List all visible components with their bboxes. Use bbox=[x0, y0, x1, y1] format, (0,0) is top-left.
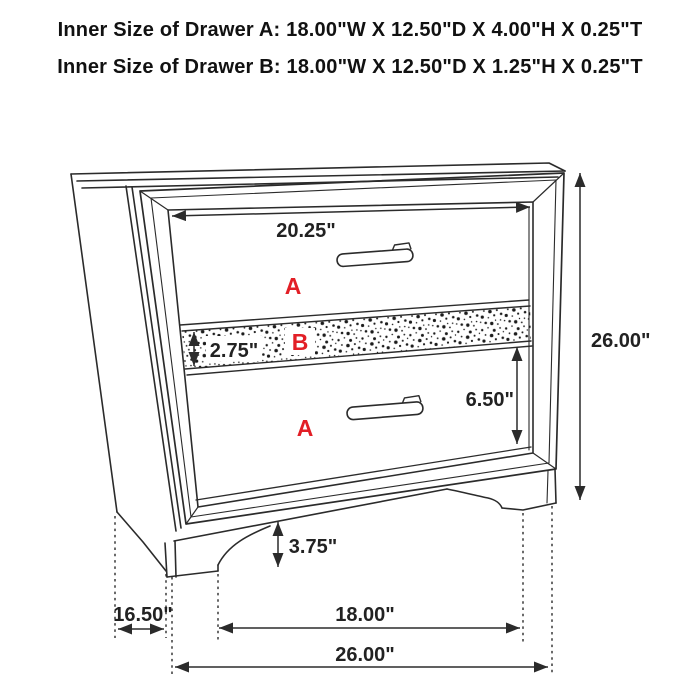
base-rail bbox=[165, 489, 447, 577]
depth-label: 16.50" bbox=[113, 604, 173, 626]
dimension-arrows bbox=[118, 173, 580, 667]
drawer-handle-bottom bbox=[346, 395, 423, 420]
middle-drawer-letter: B bbox=[291, 329, 309, 355]
drawer-width-label: 18.00" bbox=[335, 604, 395, 626]
bottom-drawer-letter: A bbox=[296, 415, 314, 441]
foot-height-label: 3.75" bbox=[288, 536, 338, 558]
bottom-drawer-height-label: 6.50" bbox=[465, 389, 514, 411]
drawer-handle-top bbox=[336, 243, 413, 267]
left-foot bbox=[167, 526, 270, 577]
drawer-b-inner-size-text: Inner Size of Drawer B: 18.00"W X 12.50"D X 1.25"H X 0.25"T bbox=[57, 56, 643, 78]
opening-width-label: 20.25" bbox=[276, 220, 336, 242]
top-drawer-letter: A bbox=[284, 273, 302, 299]
extension-lines bbox=[115, 506, 552, 676]
overall-height-label: 26.00" bbox=[591, 330, 651, 352]
overall-width-label: 26.00" bbox=[335, 644, 395, 666]
drawer-a-inner-size-text: Inner Size of Drawer A: 18.00"W X 12.50"D X 4.00"H X 0.25"T bbox=[57, 19, 643, 41]
right-foot bbox=[447, 469, 556, 510]
dimension-labels bbox=[113, 220, 650, 666]
middle-drawer-height-label: 2.75" bbox=[209, 340, 259, 362]
